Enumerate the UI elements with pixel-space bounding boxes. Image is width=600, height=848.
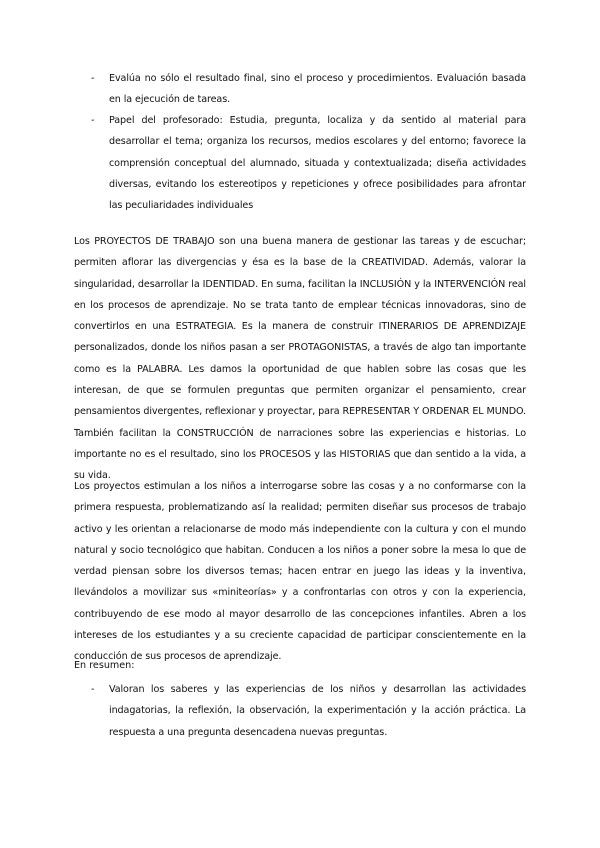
bullet-item-teacher-role: Papel del profesorado: Estudia, pregunta, localiza y da sentido al material para desarrollar el tema; organiza los recursos, medios escolares y del entorno; favorece la comprensión conceptual del alumnado, situada y contextualizada; diseña actividades diversas, evitando los estereotipos y repeticiones y ofrece posibilidades para afrontar las peculiaridades individuales (109, 115, 526, 212)
bullet-marker: - (91, 684, 95, 695)
paragraph-proyectos-de-trabajo: Los PROYECTOS DE TRABAJO son una buena manera de gestionar las tareas y de escuchar; permiten aflorar las divergencias y ésa es la base de la CREATIVIDAD. Además, valorar la singularidad, desarrollar la IDENTIDAD. En suma, facilitan la INCLUSIÓN y la INTERVENCIÓN real en los procesos de aprendizaje. No se trata tanto de emplear técnicas innovadoras, sino de convertirlos en una ESTRATEGIA. Es la manera de construir ITINERARIOS DE APRENDIZAJE personalizados, donde los niños pasan a ser PROTAGONISTAS, a través de algo tan importante como es la PALABRA. Les damos la oportunidad de que hablen sobre las cosas que les interesan, de que se formulen preguntas que permiten organizar el pensamiento, crear pensamientos divergentes, reflexionar y proyectar, para REPRESENTAR Y ORDENAR EL MUNDO. También facilitan la CONSTRUCCIÓN de narraciones sobre las experiencias e historias. Lo importante no es el resultado, sino los PROCESOS y las HISTORIAS que dan sentido a la vida, a su vida. (74, 236, 526, 482)
paragraph-proyectos-estimulan: Los proyectos estimulan a los niños a interrogarse sobre las cosas y a no conformarse con la primera respuesta, problematizando así la realidad; permiten diseñar sus procesos de trabajo activo y les orientan a relacionarse de modo más independiente con la cultura y con el mundo natural y socio tecnológico que habitan. Conducen a los niños a poner sobre la mesa lo que de verdad piensan sobre los diversos temas; hacen entrar en juego las ideas y la inventiva, llevándolos a movilizar sus «miniteorías» y a confrontarlas con otros y con la experiencia, contribuyendo de ese modo al mayor desarrollo de las concepciones infantiles. Abren a los intereses de los estudiantes y a su creciente capacidad de participar conscientemente en la conducción de sus procesos de aprendizaje. (74, 481, 526, 663)
bullet-item-summary: Valoran los saberes y las experiencias de los niños y desarrollan las actividades indagatorias, la reflexión, la observación, la experimentación y la acción práctica. La respuesta a una pregunta desencadena nuevas preguntas. (109, 684, 526, 738)
bullet-item-evaluation: Evalúa no sólo el resultado final, sino el proceso y procedimientos. Evaluación basada en la ejecución de tareas. (109, 73, 526, 106)
summary-heading: En resumen: (74, 660, 135, 671)
bullet-marker: - (91, 115, 95, 126)
bullet-marker: - (91, 73, 95, 84)
